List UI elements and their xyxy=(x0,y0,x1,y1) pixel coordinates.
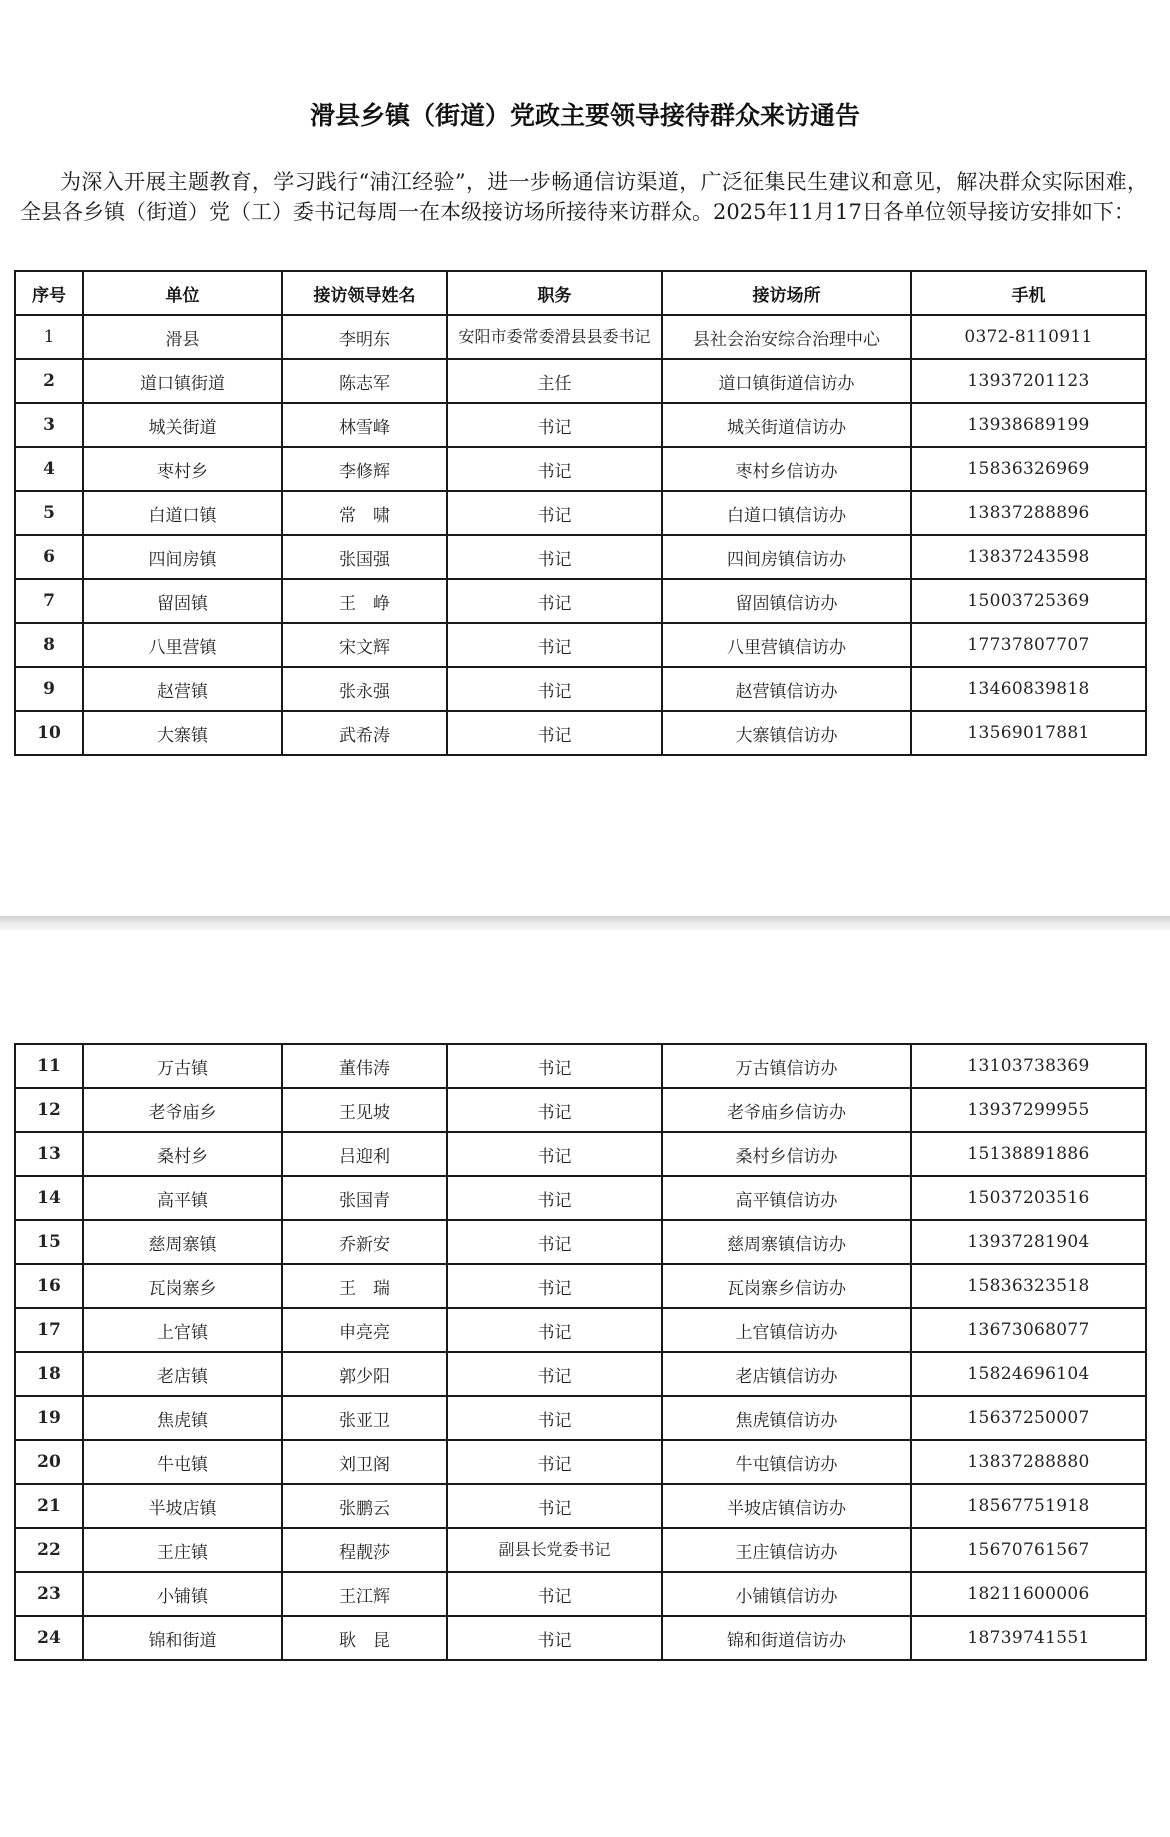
table-row xyxy=(15,359,1146,403)
row-number: 11 xyxy=(15,1044,83,1088)
table-row xyxy=(15,667,1146,711)
table-row xyxy=(15,1176,1146,1220)
row-leader-name: 林雪峰 xyxy=(282,403,447,447)
row-unit: 半坡店镇 xyxy=(83,1484,282,1528)
header-position: 职务 xyxy=(447,271,662,315)
row-unit: 老店镇 xyxy=(83,1352,282,1396)
row-leader-name: 乔新安 xyxy=(282,1220,447,1264)
row-unit: 牛屯镇 xyxy=(83,1440,282,1484)
row-leader-name: 李修辉 xyxy=(282,447,447,491)
row-number: 15 xyxy=(15,1220,83,1264)
row-reception-place: 老爷庙乡信访办 xyxy=(662,1088,911,1132)
table-row xyxy=(15,711,1146,755)
row-phone: 18211600006 xyxy=(911,1572,1146,1616)
row-number: 13 xyxy=(15,1132,83,1176)
schedule-table-part-2 xyxy=(14,1043,1147,1661)
row-phone: 15138891886 xyxy=(911,1132,1146,1176)
row-phone: 13837243598 xyxy=(911,535,1146,579)
row-phone: 15037203516 xyxy=(911,1176,1146,1220)
row-leader-name: 申亮亮 xyxy=(282,1308,447,1352)
row-position: 书记 xyxy=(447,1044,662,1088)
row-leader-name: 耿 昆 xyxy=(282,1616,447,1660)
table-row xyxy=(15,1616,1146,1660)
table-row xyxy=(15,1264,1146,1308)
row-position: 书记 xyxy=(447,623,662,667)
row-leader-name: 武希涛 xyxy=(282,711,447,755)
table-row xyxy=(15,1220,1146,1264)
row-reception-place: 半坡店镇信访办 xyxy=(662,1484,911,1528)
row-unit: 焦虎镇 xyxy=(83,1396,282,1440)
header-no: 序号 xyxy=(15,271,83,315)
row-phone: 13460839818 xyxy=(911,667,1146,711)
row-position: 书记 xyxy=(447,535,662,579)
row-phone: 15670761567 xyxy=(911,1528,1146,1572)
table-row xyxy=(15,1352,1146,1396)
row-leader-name: 王 峥 xyxy=(282,579,447,623)
notice-title: 滑县乡镇（街道）党政主要领导接待群众来访通告 xyxy=(309,101,860,130)
row-position: 副县长党委书记 xyxy=(447,1528,662,1572)
row-number: 18 xyxy=(15,1352,83,1396)
row-reception-place: 小铺镇信访办 xyxy=(662,1572,911,1616)
row-unit: 赵营镇 xyxy=(83,667,282,711)
row-leader-name: 郭少阳 xyxy=(282,1352,447,1396)
row-phone: 13938689199 xyxy=(911,403,1146,447)
row-position: 书记 xyxy=(447,403,662,447)
row-number: 4 xyxy=(15,447,83,491)
row-unit: 大寨镇 xyxy=(83,711,282,755)
row-position: 书记 xyxy=(447,1352,662,1396)
schedule-table-part-1 xyxy=(14,270,1147,756)
table-row xyxy=(15,623,1146,667)
table-row xyxy=(15,1528,1146,1572)
row-unit: 高平镇 xyxy=(83,1176,282,1220)
table-row xyxy=(15,1572,1146,1616)
row-reception-place: 慈周寨镇信访办 xyxy=(662,1220,911,1264)
row-reception-place: 县社会治安综合治理中心 xyxy=(662,315,911,359)
row-unit: 锦和街道 xyxy=(83,1616,282,1660)
row-unit: 瓦岗寨乡 xyxy=(83,1264,282,1308)
table-row xyxy=(15,1088,1146,1132)
row-position: 书记 xyxy=(447,667,662,711)
row-phone: 15637250007 xyxy=(911,1396,1146,1440)
row-reception-place: 白道口镇信访办 xyxy=(662,491,911,535)
row-reception-place: 道口镇街道信访办 xyxy=(662,359,911,403)
row-phone: 13837288880 xyxy=(911,1440,1146,1484)
row-unit: 留固镇 xyxy=(83,579,282,623)
row-unit: 城关街道 xyxy=(83,403,282,447)
row-leader-name: 宋文辉 xyxy=(282,623,447,667)
row-leader-name: 陈志军 xyxy=(282,359,447,403)
row-leader-name: 张鹏云 xyxy=(282,1484,447,1528)
row-leader-name: 王见坡 xyxy=(282,1088,447,1132)
row-phone: 13569017881 xyxy=(911,711,1146,755)
table-row xyxy=(15,1308,1146,1352)
row-leader-name: 吕迎利 xyxy=(282,1132,447,1176)
row-unit: 白道口镇 xyxy=(83,491,282,535)
row-phone: 13937299955 xyxy=(911,1088,1146,1132)
row-unit: 道口镇街道 xyxy=(83,359,282,403)
row-position: 书记 xyxy=(447,1572,662,1616)
row-reception-place: 上官镇信访办 xyxy=(662,1308,911,1352)
row-unit: 慈周寨镇 xyxy=(83,1220,282,1264)
row-number: 17 xyxy=(15,1308,83,1352)
row-phone: 17737807707 xyxy=(911,623,1146,667)
row-phone: 13937201123 xyxy=(911,359,1146,403)
row-reception-place: 焦虎镇信访办 xyxy=(662,1396,911,1440)
row-reception-place: 赵营镇信访办 xyxy=(662,667,911,711)
table-row xyxy=(15,315,1146,359)
row-reception-place: 桑村乡信访办 xyxy=(662,1132,911,1176)
table-row xyxy=(15,403,1146,447)
row-leader-name: 李明东 xyxy=(282,315,447,359)
row-leader-name: 常 啸 xyxy=(282,491,447,535)
row-phone: 15003725369 xyxy=(911,579,1146,623)
row-reception-place: 枣村乡信访办 xyxy=(662,447,911,491)
row-position: 书记 xyxy=(447,1220,662,1264)
header-place: 接访场所 xyxy=(662,271,911,315)
row-reception-place: 高平镇信访办 xyxy=(662,1176,911,1220)
row-position: 书记 xyxy=(447,491,662,535)
row-unit: 滑县 xyxy=(83,315,282,359)
row-phone: 15836323518 xyxy=(911,1264,1146,1308)
row-position: 书记 xyxy=(447,711,662,755)
table-row xyxy=(15,1132,1146,1176)
row-position: 书记 xyxy=(447,1088,662,1132)
header-phone: 手机 xyxy=(911,271,1146,315)
row-position: 书记 xyxy=(447,447,662,491)
row-leader-name: 王 瑞 xyxy=(282,1264,447,1308)
table-row xyxy=(15,579,1146,623)
row-leader-name: 张国青 xyxy=(282,1176,447,1220)
row-unit: 老爷庙乡 xyxy=(83,1088,282,1132)
row-phone: 15836326969 xyxy=(911,447,1146,491)
row-number: 22 xyxy=(15,1528,83,1572)
table-row xyxy=(15,447,1146,491)
row-phone: 0372-8110911 xyxy=(911,315,1146,359)
page-separator xyxy=(0,916,1170,930)
row-reception-place: 老店镇信访办 xyxy=(662,1352,911,1396)
row-number: 19 xyxy=(15,1396,83,1440)
header-leader: 接访领导姓名 xyxy=(282,271,447,315)
row-reception-place: 四间房镇信访办 xyxy=(662,535,911,579)
row-position: 书记 xyxy=(447,1616,662,1660)
row-position: 书记 xyxy=(447,1396,662,1440)
row-phone: 13937281904 xyxy=(911,1220,1146,1264)
table-row xyxy=(15,535,1146,579)
row-number: 2 xyxy=(15,359,83,403)
row-reception-place: 八里营镇信访办 xyxy=(662,623,911,667)
table-header-row xyxy=(15,271,1146,315)
row-number: 8 xyxy=(15,623,83,667)
row-leader-name: 程靓莎 xyxy=(282,1528,447,1572)
row-unit: 小铺镇 xyxy=(83,1572,282,1616)
row-position: 书记 xyxy=(447,1484,662,1528)
row-unit: 王庄镇 xyxy=(83,1528,282,1572)
row-phone: 15824696104 xyxy=(911,1352,1146,1396)
row-unit: 万古镇 xyxy=(83,1044,282,1088)
row-number: 9 xyxy=(15,667,83,711)
row-position: 书记 xyxy=(447,579,662,623)
row-reception-place: 万古镇信访办 xyxy=(662,1044,911,1088)
row-leader-name: 王江辉 xyxy=(282,1572,447,1616)
table-row xyxy=(15,491,1146,535)
row-number: 7 xyxy=(15,579,83,623)
row-reception-place: 城关街道信访办 xyxy=(662,403,911,447)
row-reception-place: 牛屯镇信访办 xyxy=(662,1440,911,1484)
row-position: 安阳市委常委滑县县委书记 xyxy=(447,315,662,359)
row-reception-place: 瓦岗寨乡信访办 xyxy=(662,1264,911,1308)
row-leader-name: 刘卫阁 xyxy=(282,1440,447,1484)
row-position: 书记 xyxy=(447,1176,662,1220)
row-phone: 13837288896 xyxy=(911,491,1146,535)
table-row xyxy=(15,1440,1146,1484)
row-number: 24 xyxy=(15,1616,83,1660)
row-leader-name: 张国强 xyxy=(282,535,447,579)
table-row xyxy=(15,1044,1146,1088)
notice-intro: 为深入开展主题教育，学习践行“浦江经验”，进一步畅通信访渠道，广泛征集民生建议和意见，解决群众实际困难，全县各乡镇（街道）党（工）委书记每周一在本级接访场所接待来访群众。2025年11月17日各单位领导接访安排如下： xyxy=(20,170,1148,224)
row-number: 5 xyxy=(15,491,83,535)
row-unit: 桑村乡 xyxy=(83,1132,282,1176)
row-phone: 13673068077 xyxy=(911,1308,1146,1352)
row-phone: 18739741551 xyxy=(911,1616,1146,1660)
row-position: 主任 xyxy=(447,359,662,403)
header-unit: 单位 xyxy=(83,271,282,315)
row-leader-name: 董伟涛 xyxy=(282,1044,447,1088)
row-number: 3 xyxy=(15,403,83,447)
row-unit: 四间房镇 xyxy=(83,535,282,579)
table-row xyxy=(15,1396,1146,1440)
row-position: 书记 xyxy=(447,1440,662,1484)
row-leader-name: 张亚卫 xyxy=(282,1396,447,1440)
row-unit: 八里营镇 xyxy=(83,623,282,667)
row-position: 书记 xyxy=(447,1264,662,1308)
row-reception-place: 锦和街道信访办 xyxy=(662,1616,911,1660)
row-reception-place: 留固镇信访办 xyxy=(662,579,911,623)
row-unit: 上官镇 xyxy=(83,1308,282,1352)
row-unit: 枣村乡 xyxy=(83,447,282,491)
row-number: 16 xyxy=(15,1264,83,1308)
row-phone: 18567751918 xyxy=(911,1484,1146,1528)
table-row xyxy=(15,1484,1146,1528)
row-number: 12 xyxy=(15,1088,83,1132)
row-leader-name: 张永强 xyxy=(282,667,447,711)
row-number: 10 xyxy=(15,711,83,755)
row-number: 20 xyxy=(15,1440,83,1484)
row-number: 14 xyxy=(15,1176,83,1220)
row-reception-place: 王庄镇信访办 xyxy=(662,1528,911,1572)
row-number: 1 xyxy=(15,315,83,359)
row-number: 21 xyxy=(15,1484,83,1528)
row-position: 书记 xyxy=(447,1132,662,1176)
row-reception-place: 大寨镇信访办 xyxy=(662,711,911,755)
row-phone: 13103738369 xyxy=(911,1044,1146,1088)
row-number: 23 xyxy=(15,1572,83,1616)
row-position: 书记 xyxy=(447,1308,662,1352)
row-number: 6 xyxy=(15,535,83,579)
